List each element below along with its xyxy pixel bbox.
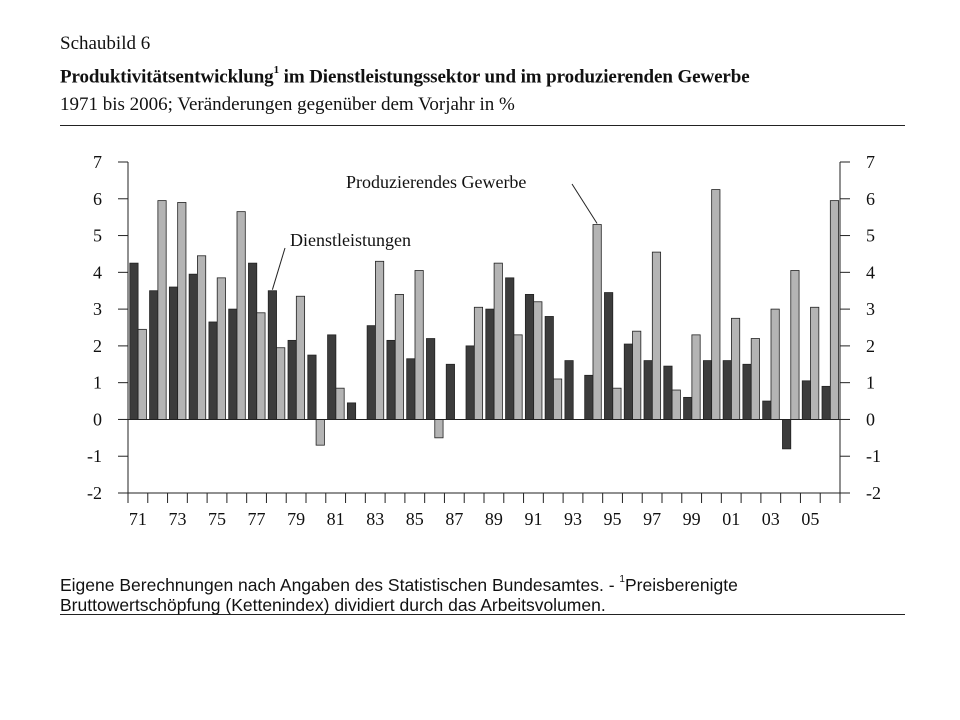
y-tick-label-left: 0 <box>93 409 102 430</box>
x-tick-label: 95 <box>603 509 622 529</box>
x-tick-label: 73 <box>168 509 187 529</box>
bar-produzierendes-gewerbe <box>830 201 838 420</box>
bar-dienstleistungen <box>684 397 692 419</box>
y-tick-label-right: 4 <box>866 262 875 283</box>
bar-dienstleistungen <box>763 401 771 419</box>
bar-produzierendes-gewerbe <box>395 294 403 419</box>
x-tick-label: 05 <box>801 509 820 529</box>
bar-produzierendes-gewerbe <box>751 339 759 420</box>
bar-produzierendes-gewerbe <box>731 318 739 419</box>
bar-produzierendes-gewerbe <box>811 307 819 419</box>
y-tick-label-right: 6 <box>866 188 875 209</box>
x-tick-label: 71 <box>128 509 147 529</box>
bar-produzierendes-gewerbe <box>771 309 779 419</box>
annotations-layer <box>272 172 597 290</box>
source-text: Eigene Berechnungen nach Angaben des Statistischen Bundesamtes. - <box>60 574 620 595</box>
title-footnote-marker: 1 <box>273 64 279 76</box>
x-tick-label: 93 <box>564 509 582 529</box>
bar-dienstleistungen <box>229 309 237 419</box>
bar-dienstleistungen <box>426 339 434 420</box>
bar-dienstleistungen <box>130 263 138 419</box>
bar-produzierendes-gewerbe <box>336 388 344 419</box>
bars-layer <box>130 190 839 449</box>
bar-dienstleistungen <box>545 316 553 419</box>
bar-dienstleistungen <box>644 361 652 420</box>
bar-dienstleistungen <box>209 322 217 419</box>
bar-produzierendes-gewerbe <box>613 388 621 419</box>
footnote-marker: 1 <box>619 574 625 585</box>
bar-dienstleistungen <box>585 375 593 419</box>
bar-produzierendes-gewerbe <box>415 270 423 419</box>
bar-dienstleistungen <box>308 355 316 419</box>
bar-produzierendes-gewerbe <box>553 379 561 419</box>
bar-dienstleistungen <box>328 335 336 420</box>
annotation-dienstleistungen: Dienstleistungen <box>290 230 411 250</box>
y-tick-label-right: 0 <box>866 409 875 430</box>
y-tick-label-left: 4 <box>93 262 102 283</box>
bar-dienstleistungen <box>446 364 454 419</box>
y-tick-label-right: 7 <box>866 152 875 172</box>
bottom-rule <box>60 614 905 615</box>
figure-label: Schaubild 6 <box>60 33 151 54</box>
axes-layer <box>118 162 850 503</box>
bar-dienstleistungen <box>407 359 415 420</box>
x-tick-label: 85 <box>405 509 424 529</box>
y-tick-label-right: -1 <box>866 446 881 467</box>
annotation-produzierendes-gewerbe: Produzierendes Gewerbe <box>346 172 527 192</box>
bar-dienstleistungen <box>248 263 256 419</box>
bar-dienstleistungen <box>822 386 830 419</box>
bar-produzierendes-gewerbe <box>138 329 146 419</box>
bar-produzierendes-gewerbe <box>217 278 225 420</box>
bar-produzierendes-gewerbe <box>712 190 720 420</box>
bar-dienstleistungen <box>782 419 790 448</box>
bar-produzierendes-gewerbe <box>277 348 285 420</box>
bar-dienstleistungen <box>802 381 810 420</box>
y-tick-label-left: 1 <box>93 372 102 393</box>
bar-dienstleistungen <box>288 340 296 419</box>
y-tick-label-right: 1 <box>866 372 875 393</box>
bar-dienstleistungen <box>703 361 711 420</box>
bar-dienstleistungen <box>169 287 177 419</box>
y-tick-label-left: 6 <box>93 188 102 209</box>
bar-dienstleistungen <box>466 346 474 420</box>
bar-dienstleistungen <box>664 366 672 419</box>
chart-title-rest: im Dienstleistungssektor und im produzierenden Gewerbe <box>278 66 750 88</box>
bar-produzierendes-gewerbe <box>435 419 443 437</box>
bar-dienstleistungen <box>565 361 573 420</box>
x-tick-label: 99 <box>682 509 701 529</box>
bar-produzierendes-gewerbe <box>633 331 641 419</box>
y-tick-label-right: -2 <box>866 483 881 503</box>
bar-dienstleistungen <box>486 309 494 419</box>
annotation-leader-line <box>572 184 597 224</box>
y-tick-label-left: 2 <box>93 335 102 356</box>
bar-dienstleistungen <box>268 291 276 420</box>
bar-dienstleistungen <box>367 326 375 420</box>
y-tick-label-right: 5 <box>866 225 875 246</box>
bar-produzierendes-gewerbe <box>474 307 482 419</box>
x-tick-label: 79 <box>287 509 306 529</box>
y-tick-label-left: 3 <box>93 299 102 320</box>
bar-produzierendes-gewerbe <box>534 302 542 420</box>
bar-produzierendes-gewerbe <box>178 202 186 419</box>
bar-produzierendes-gewerbe <box>257 313 265 420</box>
x-tick-label: 89 <box>484 509 503 529</box>
x-tick-label: 91 <box>524 509 543 529</box>
footnote-text: Preisberenigte Bruttowertschöpfung (Kettenindex) dividiert durch das Arbeitsvolumen. <box>60 574 738 615</box>
bar-produzierendes-gewerbe <box>494 263 502 419</box>
chart-title-main: Produktivitätsentwicklung <box>60 66 274 88</box>
x-tick-label: 03 <box>761 509 780 529</box>
chart-subtitle: 1971 bis 2006; Veränderungen gegenüber dem Vorjahr in % <box>60 94 515 115</box>
bar-produzierendes-gewerbe <box>375 261 383 419</box>
bar-produzierendes-gewerbe <box>692 335 700 420</box>
y-tick-label-right: 2 <box>866 335 875 356</box>
x-tick-label: 97 <box>643 509 662 529</box>
bar-dienstleistungen <box>150 291 158 420</box>
bar-produzierendes-gewerbe <box>316 419 324 445</box>
bar-produzierendes-gewerbe <box>514 335 522 420</box>
bar-dienstleistungen <box>624 344 632 419</box>
bar-produzierendes-gewerbe <box>672 390 680 419</box>
bar-dienstleistungen <box>506 278 514 420</box>
annotation-leader-line <box>272 248 285 290</box>
y-tick-label-left: -2 <box>87 483 102 503</box>
bar-dienstleistungen <box>743 364 751 419</box>
y-tick-label-left: -1 <box>87 446 102 467</box>
bar-produzierendes-gewerbe <box>652 252 660 419</box>
bar-produzierendes-gewerbe <box>593 225 601 420</box>
bar-produzierendes-gewerbe <box>158 201 166 420</box>
bar-dienstleistungen <box>347 403 355 420</box>
bar-produzierendes-gewerbe <box>296 296 304 419</box>
bar-dienstleistungen <box>189 274 197 419</box>
bar-produzierendes-gewerbe <box>197 256 205 420</box>
y-tick-label-left: 7 <box>93 152 102 172</box>
bar-produzierendes-gewerbe <box>791 270 799 419</box>
y-tick-label-left: 5 <box>93 225 102 246</box>
bar-dienstleistungen <box>387 340 395 419</box>
x-tick-label: 01 <box>722 509 741 529</box>
x-tick-label: 75 <box>208 509 226 529</box>
bar-dienstleistungen <box>723 361 731 420</box>
bar-dienstleistungen <box>604 293 612 420</box>
x-tick-label: 81 <box>326 509 345 529</box>
source-footnote <box>60 572 900 615</box>
x-tick-label: 77 <box>247 509 266 529</box>
x-tick-label: 87 <box>445 509 464 529</box>
bar-dienstleistungen <box>525 294 533 419</box>
y-tick-label-right: 3 <box>866 299 875 320</box>
x-tick-label: 83 <box>366 509 385 529</box>
bar-produzierendes-gewerbe <box>237 212 245 420</box>
